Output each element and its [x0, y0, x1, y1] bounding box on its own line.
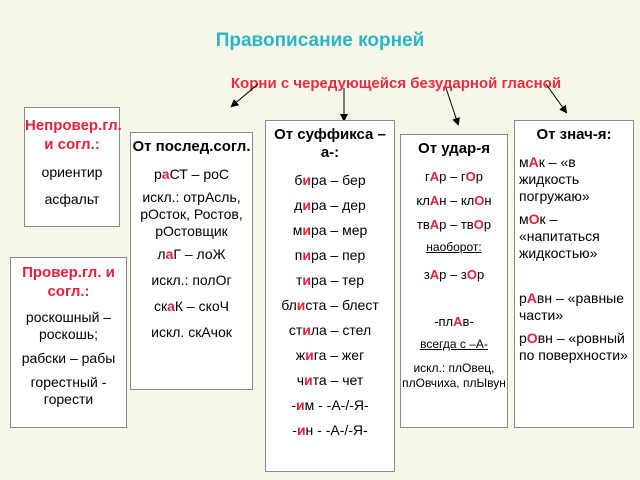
suffix-pair: чита – чет — [296, 372, 364, 388]
suffix-pair: мира – мер — [292, 222, 368, 238]
box-checked-head: Провер.гл. и согл.: — [22, 264, 115, 300]
suffix-pair: -им - -А-/-Я- — [291, 397, 369, 413]
box-suffix-head: От суффикса – а-: — [274, 126, 386, 161]
box-checked — [10, 257, 127, 428]
suffix-pair: дира – дер — [294, 197, 366, 213]
box-last-head: От послед.согл. — [132, 138, 251, 155]
box-stress — [400, 134, 508, 428]
stress-exception: искл.: плОвец, плОвчиха, плЫвун — [402, 361, 506, 390]
arrow-to-suffix — [232, 84, 258, 106]
box-unchecked-head: Непровер.гл. и согл.: — [25, 117, 122, 153]
meaning-item: рАвн – «равные части» — [519, 290, 625, 323]
unchecked-item: ориентир — [41, 164, 103, 180]
suffix-pair: стила – стел — [288, 322, 372, 338]
arrow-to-stress — [446, 88, 458, 124]
suffix-pair: пира – пер — [294, 247, 366, 263]
meaning-item: мОк – «напитаться жидкостью» — [519, 211, 600, 261]
checked-item: роскошный – роскошь; — [25, 309, 112, 342]
box-suffix — [265, 120, 395, 472]
box-last-consonant — [130, 132, 253, 390]
page-title: Правописание корней — [215, 30, 425, 51]
checked-item: горестный - горести — [30, 374, 107, 407]
arrow-to-meaning — [546, 84, 566, 112]
last-exception: искл.: отрАсль, рОсток, Ростов, рОстовщик — [140, 189, 243, 239]
suffix-pair: жига – жег — [295, 347, 365, 363]
checked-item: рабски – рабы — [21, 350, 116, 366]
last-exception: искл.: полОг — [151, 272, 232, 288]
suffix-pair: блиста – блест — [281, 297, 379, 313]
unchecked-item: асфальт — [44, 191, 100, 207]
stress-row: клАн – клОн — [416, 193, 492, 208]
box-meaning — [514, 120, 634, 428]
meaning-item: мАк – «в жидкость погружаю» — [519, 154, 590, 204]
stress-row: твАр – твОр — [416, 217, 492, 232]
subtitle: Корни с чередующейся безударной гласной — [230, 75, 562, 92]
suffix-pair: тира – тер — [296, 272, 364, 288]
last-example: скаК – скоЧ — [153, 298, 230, 314]
stress-row: гАр – гОр — [425, 169, 483, 184]
suffix-pair: -ин - -А-/-Я- — [292, 422, 368, 438]
box-unchecked — [24, 107, 120, 227]
last-exception: искл. скАчок — [151, 324, 232, 340]
suffix-pair: бира – бер — [294, 172, 366, 188]
last-example: лаГ – лоЖ — [157, 246, 226, 262]
stress-vice-versa: наоборот: — [426, 240, 482, 254]
box-meaning-head: От знач-я: — [536, 126, 612, 143]
stress-row: -плАв- — [434, 314, 474, 329]
last-example: раСТ – роС — [153, 166, 230, 182]
box-stress-head: От удар-я — [418, 140, 490, 157]
meaning-item: рОвн – «ровный по поверхности» — [519, 330, 628, 363]
stress-row: зАр – зОр — [423, 267, 485, 282]
stress-always: всегда с –А- — [420, 337, 488, 351]
